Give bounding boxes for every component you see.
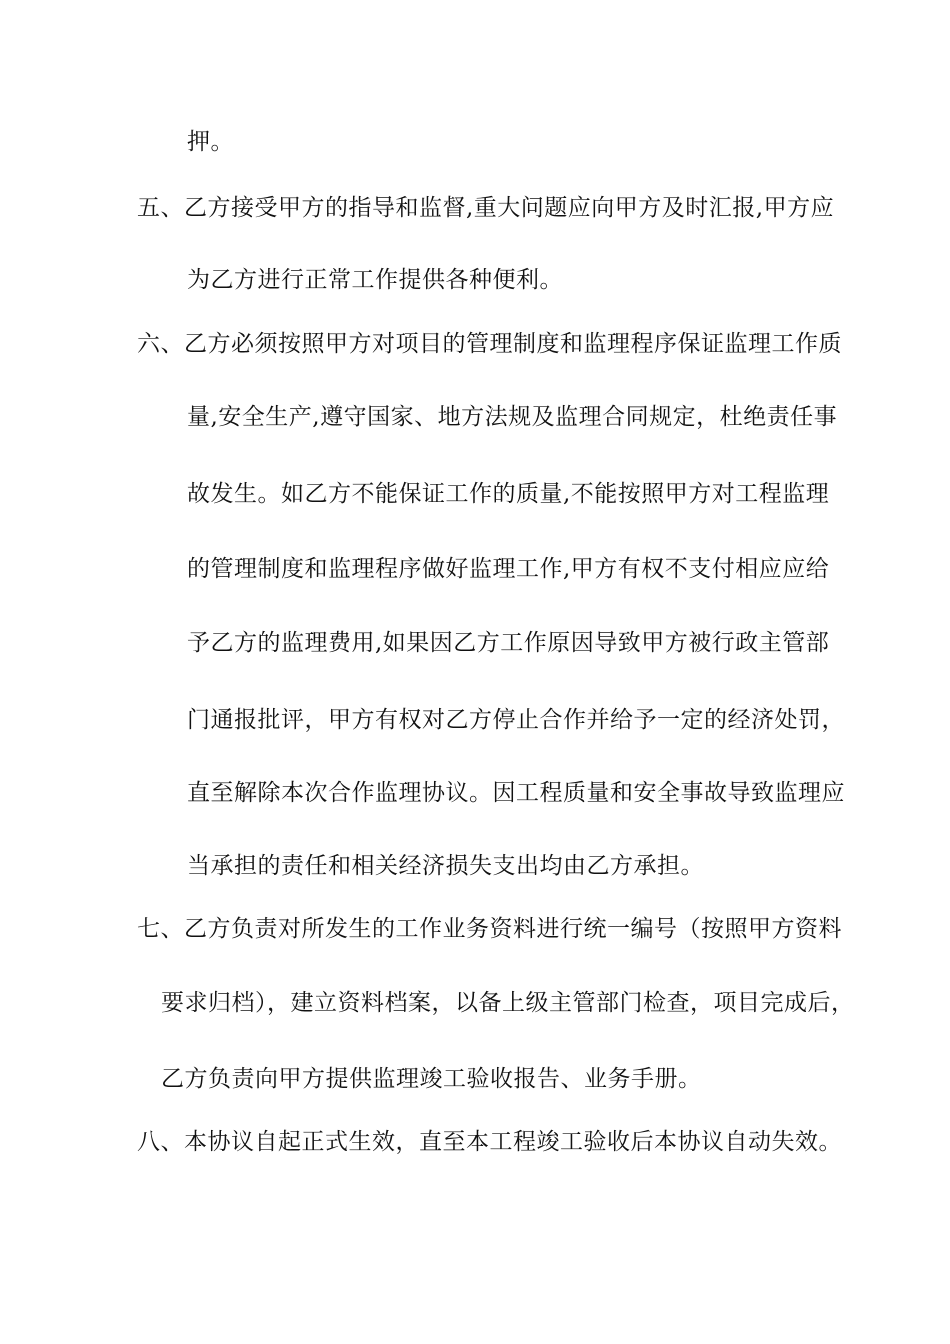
clause-6-line-1: 六、乙方必须按照甲方对项目的管理制度和监理程序保证监理工作质: [137, 331, 842, 357]
clause-7-line-2: 要求归档），建立资料档案，以备上级主管部门检查，项目完成后，: [161, 990, 855, 1016]
clause-7-line-3: 乙方负责向甲方提供监理竣工验收报告、业务手册。: [161, 1066, 702, 1092]
clause-6-line-3: 故发生。如乙方不能保证工作的质量,不能按照甲方对工程监理: [187, 481, 830, 507]
clause-7-line-1: 七、乙方负责对所发生的工作业务资料进行统一编号（按照甲方资料: [137, 916, 842, 942]
clause-5-line-2: 为乙方进行正常工作提供各种便利。: [187, 267, 563, 293]
clause-5-line-1: 五、乙方接受甲方的指导和监督,重大问题应向甲方及时汇报,甲方应: [137, 195, 835, 221]
clause-6-line-7: 直至解除本次合作监理协议。因工程质量和安全事故导致监理应: [187, 780, 845, 806]
clause-6-line-8: 当承担的责任和相关经济损失支出均由乙方承担。: [187, 853, 704, 879]
clause-6-line-4: 的管理制度和监理程序做好监理工作,甲方有权不支付相应应给: [187, 556, 830, 582]
clause-6-line-2: 量,安全生产,遵守国家、地方法规及监理合同规定，杜绝责任事: [187, 404, 838, 430]
clause-8-line-1: 八、本协议自起正式生效，直至本工程竣工验收后本协议自动失效。: [137, 1129, 842, 1155]
clause-6-line-6: 门通报批评，甲方有权对乙方停止合作并给予一定的经济处罚，: [187, 707, 845, 733]
text-line-1: 押。: [187, 129, 234, 155]
clause-6-line-5: 予乙方的监理费用,如果因乙方工作原因导致甲方被行政主管部: [187, 630, 830, 656]
